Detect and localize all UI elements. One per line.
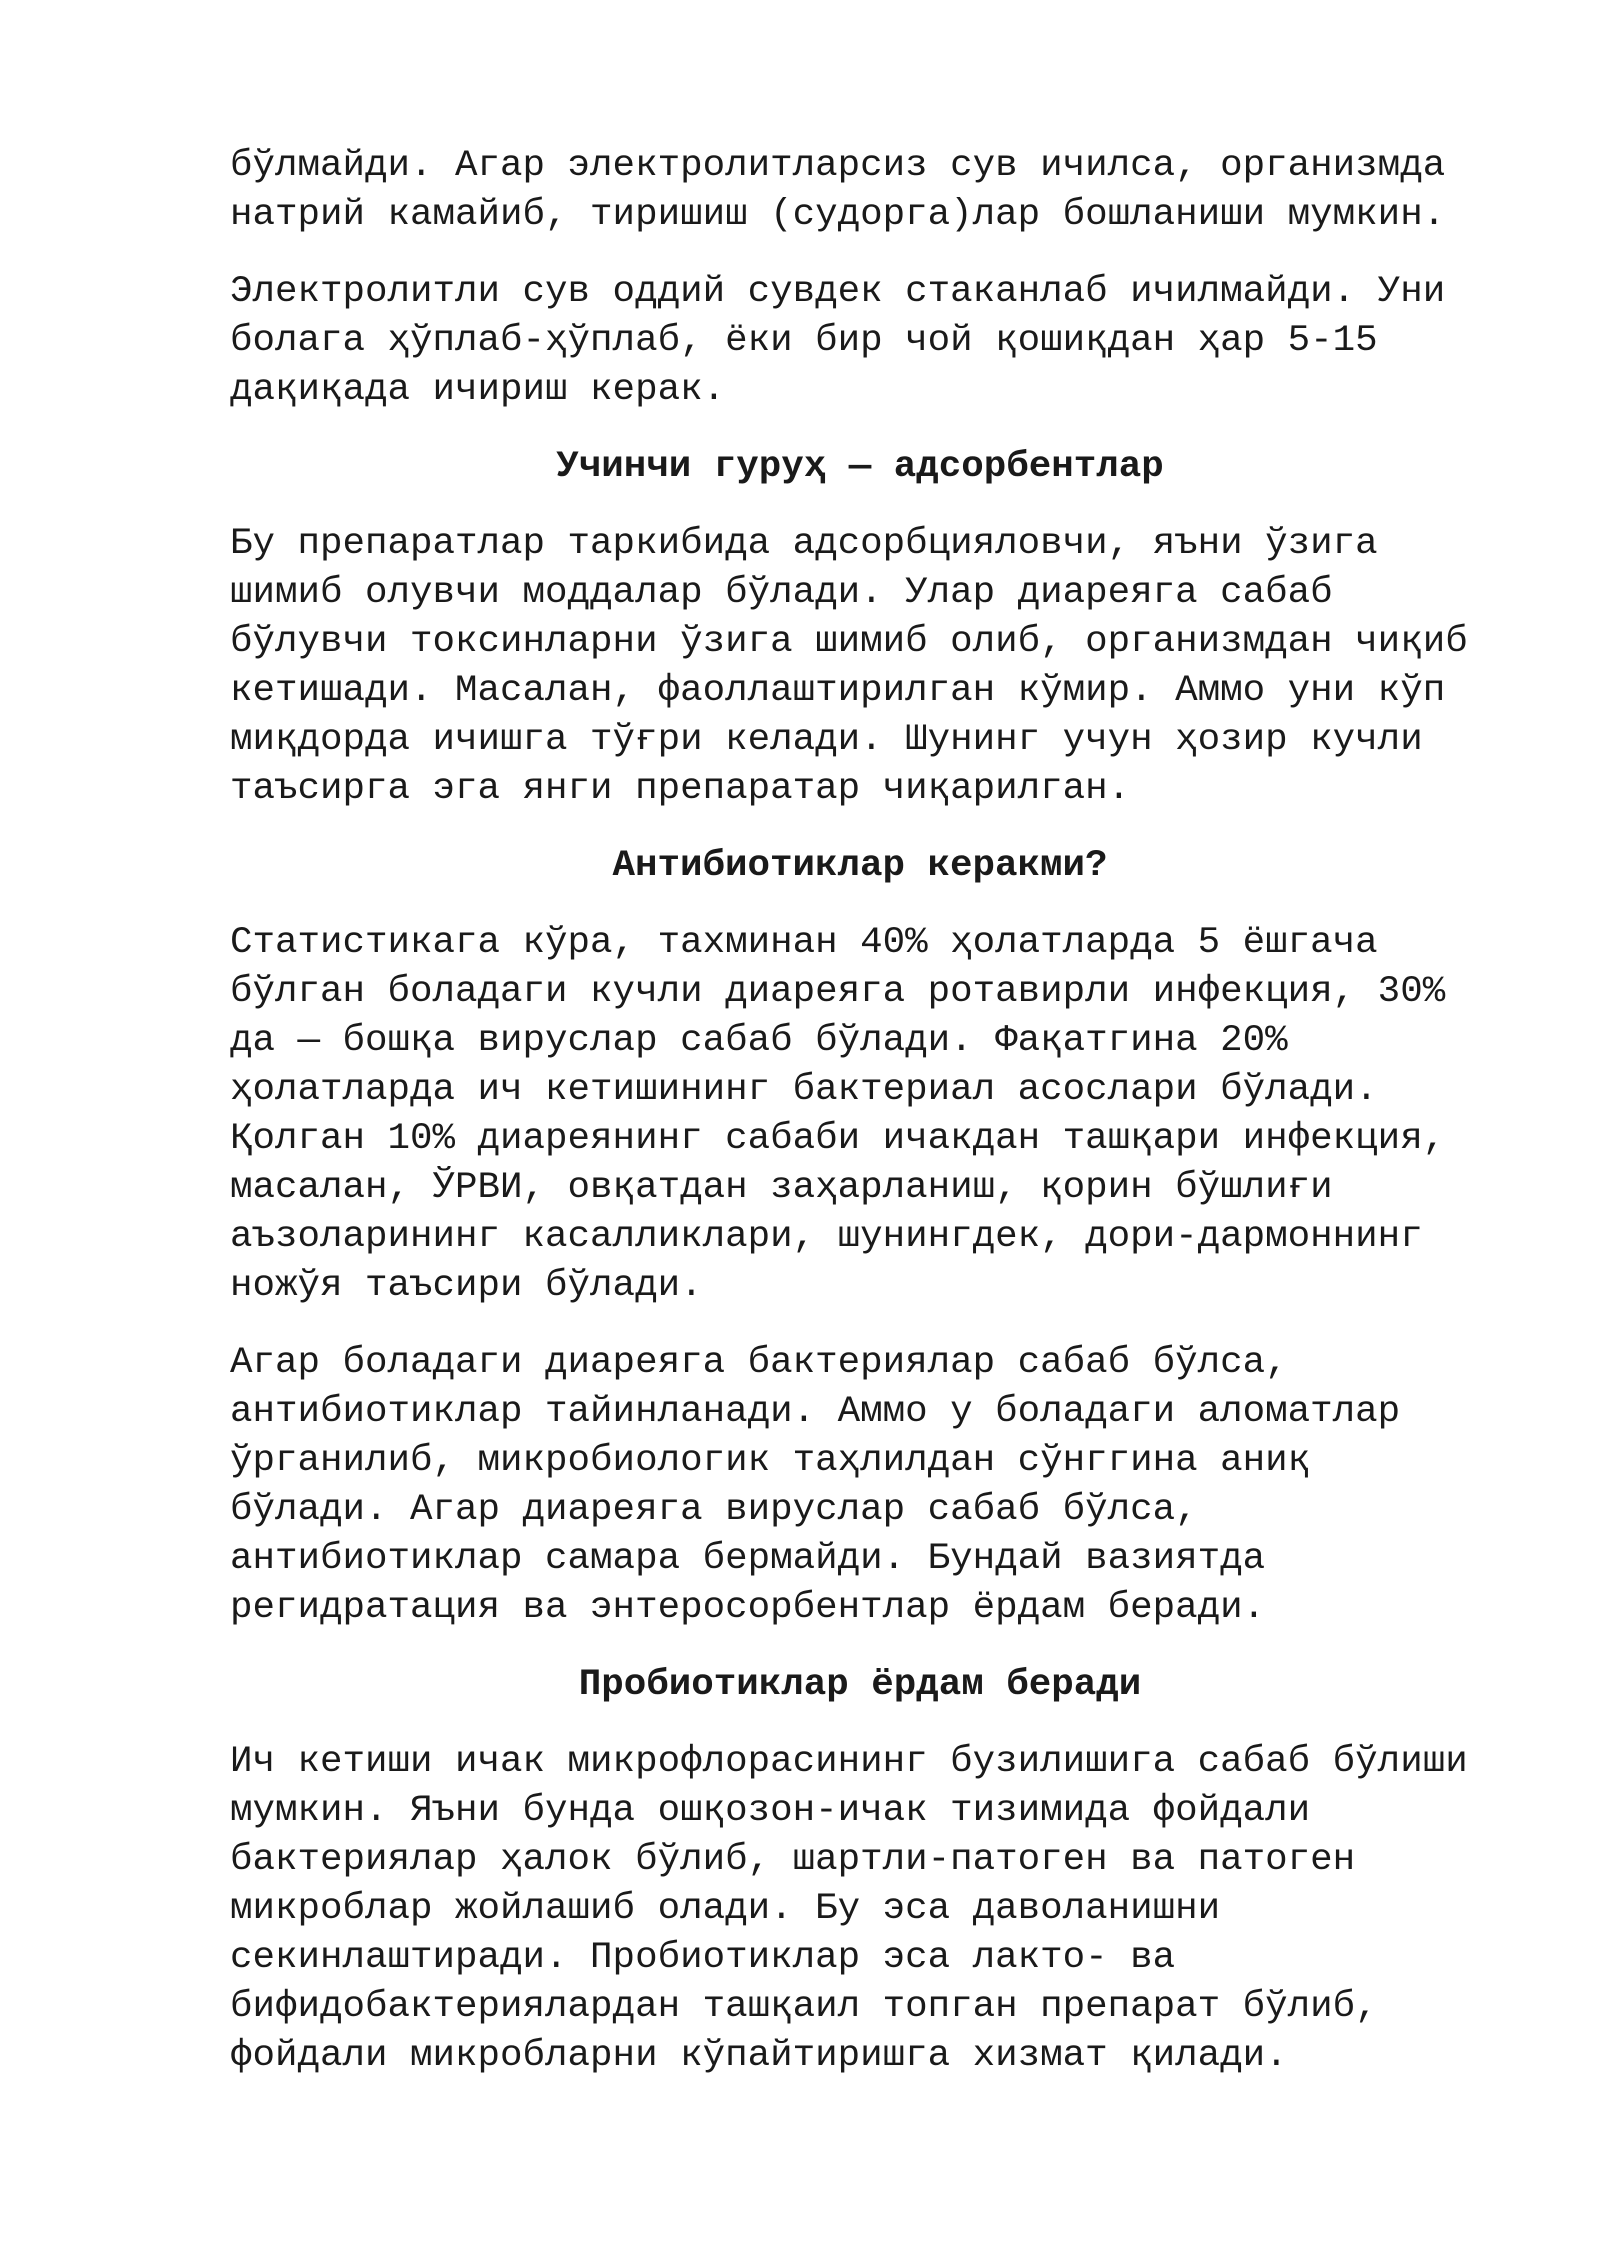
text-line: аъзоларининг касалликлари, шунингдек, дори-дармоннинг bbox=[230, 1216, 1423, 1258]
text-line: антибиотиклар самара бермайди. Бундай вазиятда bbox=[230, 1538, 1266, 1580]
text-line: Қолган 10% диареянинг сабаби ичакдан ташқари инфекция, bbox=[230, 1118, 1446, 1160]
paragraph bbox=[230, 268, 1490, 415]
text-line: Бу препаратлар таркибида адсорбцияловчи, яъни ўзига bbox=[230, 523, 1378, 565]
text-line: шимиб олувчи моддалар бўлади. Улар диареяга сабаб bbox=[230, 572, 1333, 614]
text-line: бўлади. Агар диареяга вируслар сабаб бўлса, bbox=[230, 1489, 1198, 1531]
text-line: таъсирга эга янги препаратар чиқарилган. bbox=[230, 768, 1131, 810]
text-line: масалан, ЎРВИ, овқатдан заҳарланиш, қорин бўшлиғи bbox=[230, 1167, 1333, 1209]
paragraph bbox=[230, 1738, 1490, 2081]
text-line: антибиотиклар тайинланади. Аммо у боладаги аломатлар bbox=[230, 1391, 1401, 1433]
text-line: секинлаштиради. Пробиотиклар эса лакто- ва bbox=[230, 1937, 1176, 1979]
text-line: кетишади. Масалан, фаоллаштирилган кўмир. Аммо уни кўп bbox=[230, 670, 1446, 712]
text-line: натрий камайиб, тиришиш (судорга)лар бошланиши мумкин. bbox=[230, 194, 1446, 236]
paragraph bbox=[230, 520, 1490, 814]
text-line: бўлувчи токсинларни ўзига шимиб олиб, организмдан чиқиб bbox=[230, 621, 1468, 663]
text-line: ўрганилиб, микробиологик таҳлилдан сўнггина аниқ bbox=[230, 1440, 1311, 1482]
text-line: мумкин. Яъни бунда ошқозон-ичак тизимида фойдали bbox=[230, 1790, 1311, 1832]
document-body bbox=[230, 142, 1490, 2109]
text-line: бифидобактериялардан ташқаил топган препарат бўлиб, bbox=[230, 1986, 1378, 2028]
text-line: бактериялар ҳалок бўлиб, шартли-патоген ва патоген bbox=[230, 1839, 1356, 1881]
text-line: да — бошқа вируслар сабаб бўлади. Фақатгина 20% bbox=[230, 1020, 1288, 1062]
paragraph bbox=[230, 1339, 1490, 1633]
text-line: бўлган боладаги кучли диареяга ротавирли инфекция, 30% bbox=[230, 971, 1446, 1013]
paragraph bbox=[230, 919, 1490, 1311]
text-line: Статистикага кўра, тахминан 40% ҳолатларда 5 ёшгача bbox=[230, 922, 1378, 964]
paragraph bbox=[230, 142, 1490, 240]
text-line: Ич кетиши ичак микрофлорасининг бузилишига сабаб бўлиши bbox=[230, 1741, 1468, 1783]
text-line: микроблар жойлашиб олади. Бу эса даволанишни bbox=[230, 1888, 1221, 1930]
text-line: регидратация ва энтеросорбентлар ёрдам беради. bbox=[230, 1587, 1266, 1629]
text-line: ножўя таъсири бўлади. bbox=[230, 1265, 703, 1307]
section-heading: Антибиотиклар керакми? bbox=[612, 845, 1108, 887]
text-line: Электролитли сув оддий сувдек стаканлаб ичилмайди. Уни bbox=[230, 271, 1446, 313]
text-line: миқдорда ичишга тўғри келади. Шунинг учун ҳозир кучли bbox=[230, 719, 1423, 761]
text-line: Агар боладаги диареяга бактериялар сабаб бўлса, bbox=[230, 1342, 1288, 1384]
text-line: бўлмайди. Агар электролитларсиз сув ичилса, организмда bbox=[230, 145, 1446, 187]
section-heading: Пробиотиклар ёрдам беради bbox=[578, 1664, 1142, 1706]
text-line: ҳолатларда ич кетишининг бактериал асослари бўлади. bbox=[230, 1069, 1378, 1111]
text-line: фойдали микробларни кўпайтиришга хизмат қилади. bbox=[230, 2035, 1288, 2077]
text-line: болага ҳўплаб-ҳўплаб, ёки бир чой қошиқдан ҳар 5-15 bbox=[230, 320, 1378, 362]
text-line: дақиқада ичириш керак. bbox=[230, 369, 726, 411]
section-heading: Учинчи гуруҳ — адсорбентлар bbox=[556, 446, 1164, 488]
